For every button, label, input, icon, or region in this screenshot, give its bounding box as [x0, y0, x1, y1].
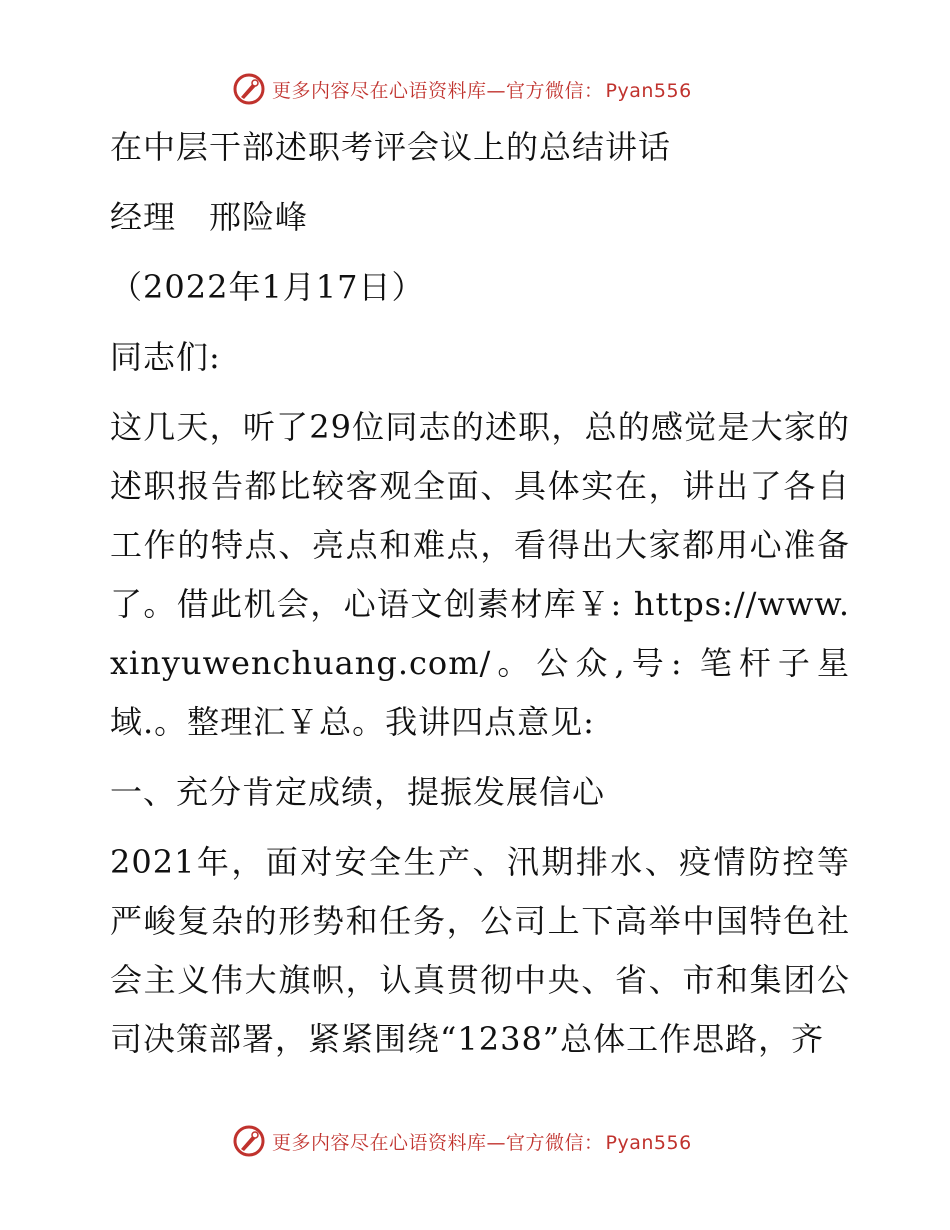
watermark-wechat-id: Pyan556	[605, 79, 692, 102]
paragraph-intro: 这几天，听了29位同志的述职，总的感觉是大家的述职报告都比较客观全面、具体实在，讲出了各自工作的特点、亮点和难点，看得出大家都用心准备了。借此机会，心语文创素材库￥: https://www.xinyuwenchuang.com/。公众,号: 笔杆子星域.。整理汇￥总。我讲四点意见:	[110, 408, 850, 741]
pen-logo-icon	[232, 72, 266, 106]
pen-logo-icon	[232, 1124, 266, 1158]
document-title: 在中层干部述职考评会议上的总结讲话	[110, 128, 672, 166]
watermark-wechat-id: Pyan556	[605, 1131, 692, 1154]
header-watermark	[232, 72, 712, 106]
document-author: 经理 邢险峰	[110, 198, 309, 236]
document-date: （2022年1月17日）	[110, 268, 425, 306]
watermark-text: 更多内容尽在心语资料库—官方微信： Pyan556	[272, 79, 692, 102]
document-body	[98, 118, 850, 1080]
section-heading-1: 一、充分肯定成绩，提振发展信心	[110, 773, 606, 811]
paragraph-achievements: 2021年，面对安全生产、汛期排水、疫情防控等严峻复杂的形势和任务，公司上下高举中国特色社会主义伟大旗帜，认真贯彻中央、省、市和集团公司决策部署，紧紧围绕“1238”总体工作思路，齐	[110, 843, 850, 1058]
footer-watermark	[232, 1124, 712, 1158]
salutation: 同志们:	[110, 338, 221, 376]
watermark-text: 更多内容尽在心语资料库—官方微信： Pyan556	[272, 1131, 692, 1154]
